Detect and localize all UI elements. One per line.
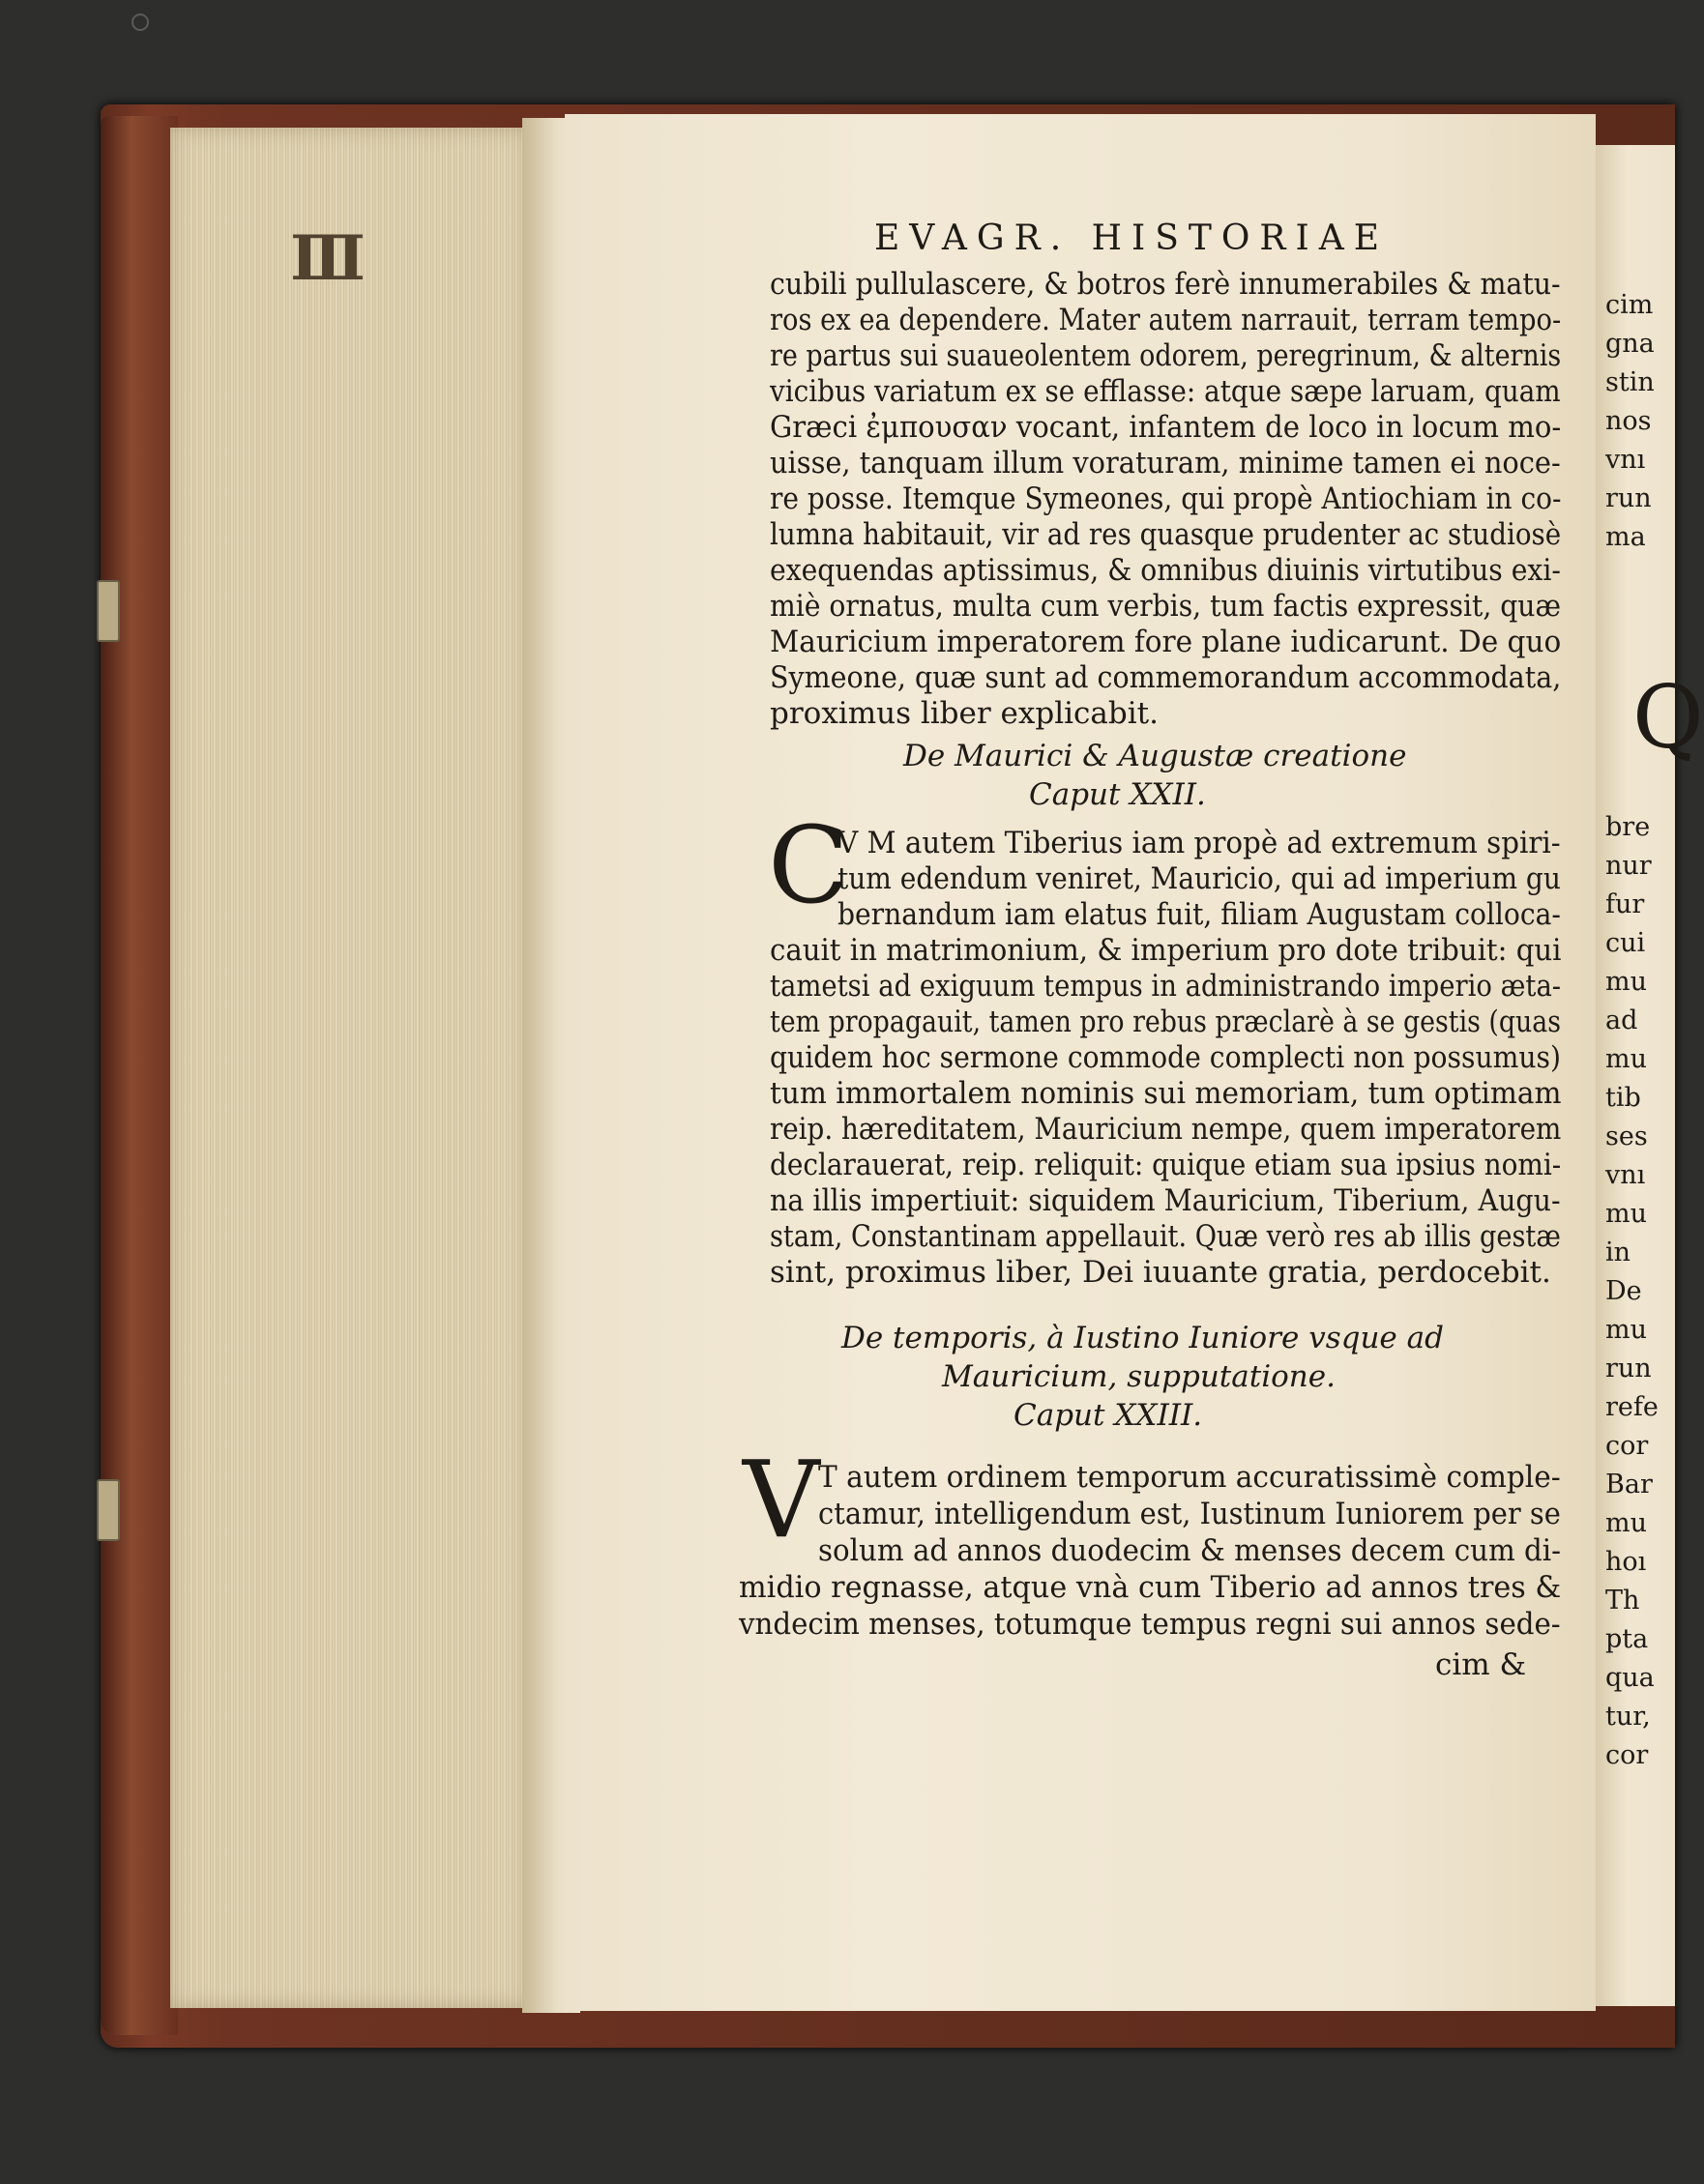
text-line: tum edendum veniret, Mauricio, qui ad imperium gu <box>837 861 1561 896</box>
clasp-upper <box>97 580 120 642</box>
text-line: bernandum iam elatus fuit, filiam Augustam colloca- <box>837 897 1561 932</box>
fragment-initial: Q <box>1632 667 1704 769</box>
fragment: cui <box>1605 928 1646 958</box>
fragment: run <box>1605 483 1652 513</box>
fragment: ses <box>1605 1121 1648 1151</box>
text-line: reip. hæreditatem, Mauricium nempe, quem imperatorem <box>770 1112 1562 1147</box>
fragment: tur, <box>1605 1702 1651 1732</box>
text-line: uisse, tanquam illum voraturam, minime tamen ei noce- <box>770 446 1561 480</box>
text-line: T autem ordinem temporum accuratissimè comple- <box>818 1460 1561 1495</box>
text-line: tametsi ad exiguum tempus in administrando imperio æta- <box>770 969 1562 1004</box>
drop-cap: C <box>768 803 850 927</box>
text-line: vicibus variatum ex se efflasse: atque sæpe laruam, quam <box>770 374 1561 409</box>
fragment: tib <box>1605 1083 1641 1113</box>
text-line: ctamur, intelligendum est, Iustinum Iuniorem per se <box>818 1497 1561 1531</box>
chapter-title: De Maurici & Augustæ creatione <box>903 739 1407 773</box>
text-line: re partus sui suaueolentem odorem, peregrinum, & alternis <box>770 338 1562 373</box>
page-block-edges <box>170 128 530 2008</box>
fragment: cor <box>1605 1431 1649 1461</box>
running-head: EVAGR. HISTORIAE <box>874 218 1389 258</box>
fragment: ma <box>1605 522 1646 552</box>
text-line: V M autem Tiberius iam propè ad extremum spiri- <box>837 826 1561 860</box>
chapter-title: Mauricium, supputatione. <box>942 1359 1336 1394</box>
drop-cap: V <box>743 1438 820 1561</box>
text-line: re posse. Itemque Symeones, qui propè Antiochiam in co- <box>770 481 1562 516</box>
fragment: run <box>1605 1354 1652 1383</box>
text-line: quidem hoc sermone commode complecti non possumus) <box>770 1040 1562 1075</box>
text-line: tem propagauit, tamen pro rebus præclarè à se gestis (quas <box>770 1005 1562 1039</box>
fragment: stin <box>1605 367 1655 397</box>
text-line: Symeone, quæ sunt ad commemorandum accommodata, <box>770 660 1562 695</box>
fragment: in <box>1605 1238 1631 1267</box>
text-line: midio regnasse, atque vnà cum Tiberio ad annos tres & <box>739 1570 1562 1605</box>
facing-page <box>1596 145 1704 2006</box>
text-line: Mauricium imperatorem fore plane iudicarunt. De quo <box>770 625 1562 659</box>
fragment: pta <box>1605 1624 1649 1654</box>
scan-hole <box>132 14 149 31</box>
page-text <box>565 114 1596 2011</box>
text-line: sint, proximus liber, Dei iuuante gratia, perdocebit. <box>770 1255 1551 1290</box>
fragment: refe <box>1605 1392 1659 1422</box>
catchword: cim & <box>1435 1647 1527 1682</box>
text-line: solum ad annos duodecim & menses decem cum di- <box>818 1533 1562 1568</box>
fragment: bre <box>1605 812 1651 842</box>
fragment: vnı <box>1605 445 1646 475</box>
fragment: mu <box>1605 1508 1647 1538</box>
fragment: cor <box>1605 1740 1649 1770</box>
chapter-title: De temporis, à Iustino Iuniore vsque ad <box>841 1321 1444 1355</box>
text-line: vndecim menses, totumque tempus regni sui annos sede- <box>739 1607 1561 1642</box>
page-block-label: III <box>290 222 360 295</box>
text-line: exequendas aptissimus, & omnibus diuinis virtutibus exi- <box>770 553 1561 588</box>
fragment: mu <box>1605 1315 1647 1345</box>
book-spine-edge <box>101 116 178 2035</box>
text-line: declarauerat, reip. reliquit: quique etiam sua ipsius nomi- <box>770 1148 1562 1182</box>
chapter-number: Caput XXIII. <box>1014 1398 1203 1433</box>
text-line: stam, Constantinam appellauit. Quæ verò res ab illis gestæ <box>770 1219 1561 1254</box>
fragment: mu <box>1605 1199 1647 1229</box>
fragment: cim <box>1605 290 1654 320</box>
fragment: nur <box>1605 851 1652 881</box>
fragment: ad <box>1605 1005 1638 1035</box>
fragment: vnı <box>1605 1160 1646 1190</box>
fragment: nos <box>1605 406 1652 436</box>
text-line: lumna habitauit, vir ad res quasque prudenter ac studiosè <box>770 517 1562 552</box>
text-line: ros ex ea dependere. Mater autem narrauit, terram tempo- <box>770 303 1562 337</box>
text-line: tum immortalem nominis sui memoriam, tum optimam <box>770 1076 1562 1111</box>
fragment: mu <box>1605 1044 1647 1074</box>
clasp-lower <box>97 1479 120 1541</box>
text-line: miè ornatus, multa cum verbis, tum factis expressit, quæ <box>770 589 1561 624</box>
fragment: mu <box>1605 967 1647 997</box>
left-page <box>565 114 1596 2011</box>
chapter-number: Caput XXII. <box>1029 777 1206 812</box>
text-line: proximus liber explicabit. <box>770 696 1159 731</box>
fragment: hoı <box>1605 1547 1647 1577</box>
fragment: fur <box>1605 889 1645 919</box>
fragment: gna <box>1605 329 1655 359</box>
text-line: cauit in matrimonium, & imperium pro dote tribuit: qui <box>770 933 1562 968</box>
text-line: cubili pullulascere, & botros ferè innumerabiles & matu- <box>770 267 1561 302</box>
text-line: Græci ἐμπουσαν vocant, infantem de loco in locum mo- <box>770 410 1562 445</box>
fragment: Th <box>1605 1586 1640 1616</box>
fragment: qua <box>1605 1663 1655 1693</box>
fragment: Bar <box>1605 1470 1653 1500</box>
text-line: na illis impertiuit: siquidem Mauricium, Tiberium, Augu- <box>770 1183 1561 1218</box>
fragment: De <box>1605 1276 1642 1306</box>
